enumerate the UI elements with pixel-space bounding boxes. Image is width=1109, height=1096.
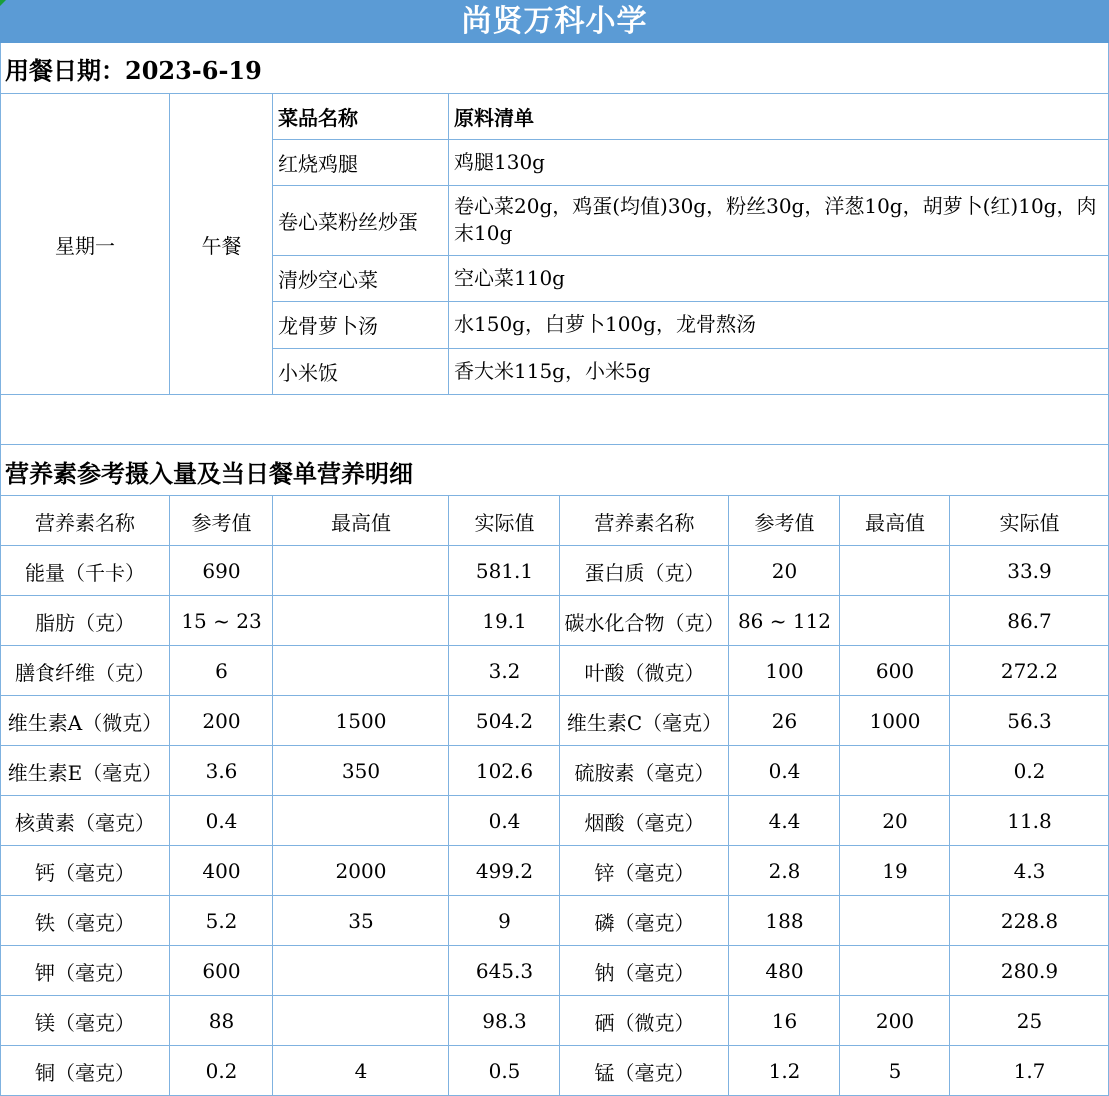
nutrient-value: 0.2: [1013, 759, 1046, 783]
grid-line: [0, 93, 1109, 94]
menu-header-ingredients: 原料清单: [454, 106, 534, 130]
nutrient-value: 4.4: [768, 809, 801, 833]
nutrient-name: 磷（毫克）: [594, 910, 695, 935]
nutrient-value: 0.4: [488, 809, 521, 833]
nutrient-name: 硫胺素（毫克）: [574, 760, 715, 785]
nutrient-value: 2.8: [768, 859, 801, 883]
nutrient-value: 86.7: [1007, 609, 1052, 633]
nutrient-value: 0.4: [205, 809, 238, 833]
grid-line: [272, 495, 273, 1095]
nutrition-header-cell: 参考值: [191, 510, 252, 535]
menu-dish-name: 清炒空心菜: [278, 267, 378, 292]
grid-line: [273, 348, 1109, 349]
grid-line: [169, 93, 170, 394]
nutrient-value: 1500: [335, 709, 387, 733]
nutrition-title: 营养素参考摄入量及当日餐单营养明细: [5, 458, 413, 488]
menu-ingredients: 水150g，白萝卜100g，龙骨熬汤: [454, 312, 756, 336]
nutrient-name: 维生素A（微克）: [7, 710, 163, 735]
nutrient-value: 690: [202, 559, 241, 583]
grid-line: [0, 1045, 1109, 1046]
meal-date: 用餐日期：2023-6-19: [5, 56, 262, 85]
nutrient-name: 锰（毫克）: [594, 1060, 695, 1085]
nutrient-value: 9: [498, 909, 511, 933]
nutrition-header-cell: 实际值: [999, 510, 1060, 535]
nutrient-value: 200: [875, 1009, 915, 1033]
school-title: 尚贤万科小学: [0, 0, 1109, 43]
grid-line: [0, 595, 1109, 596]
grid-line: [0, 795, 1109, 796]
menu-ingredients: 空心菜110g: [454, 265, 565, 290]
menu-header-dish: 菜品名称: [278, 106, 358, 130]
nutrient-value: [840, 946, 950, 996]
nutrient-value: [840, 896, 950, 946]
nutrient-value: 56.3: [1007, 709, 1052, 733]
nutrient-value: 280.9: [1000, 959, 1059, 983]
nutrient-value: 20: [882, 809, 908, 833]
nutrient-value: 2000: [335, 859, 387, 883]
nutrition-header-cell: 营养素名称: [35, 510, 135, 535]
nutrition-header-cell: 参考值: [754, 510, 815, 535]
menu-ingredients: 卷心菜20g，鸡蛋(均值)30g，粉丝30g，洋葱10g，胡萝卜(红)10g，肉末10g: [454, 194, 1097, 245]
grid-line: [0, 945, 1109, 946]
nutrient-value: 1000: [869, 709, 921, 733]
nutrient-name: 膳食纤维（克）: [15, 660, 155, 685]
nutrient-value: [840, 596, 950, 646]
nutrient-value: 15 ~ 23: [181, 609, 262, 633]
nutrient-value: 4: [354, 1059, 368, 1083]
grid-line: [272, 93, 273, 394]
menu-dish-name: 卷心菜粉丝炒蛋: [278, 209, 418, 234]
grid-line: [0, 995, 1109, 996]
meal-type-cell: 午餐: [201, 233, 242, 258]
nutrient-value: 600: [202, 959, 241, 983]
nutrient-value: 100: [765, 659, 804, 683]
nutrition-header-cell: 最高值: [865, 510, 925, 535]
grid-line: [0, 545, 1109, 546]
nutrient-value: 0.4: [768, 759, 801, 783]
grid-line: [169, 495, 170, 1095]
grid-line: [0, 645, 1109, 646]
nutrient-name: 脂肪（克）: [35, 610, 135, 635]
nutrient-value: 25: [1016, 1009, 1043, 1033]
nutrient-name: 钠（毫克）: [594, 960, 695, 985]
nutrient-name: 蛋白质（克）: [584, 560, 705, 585]
nutrient-value: 11.8: [1007, 809, 1052, 833]
nutrient-value: [273, 946, 449, 996]
nutrient-name: 铁（毫克）: [35, 910, 135, 935]
menu-ingredients: 鸡腿130g: [454, 149, 545, 174]
nutrient-value: 19.1: [482, 609, 527, 633]
nutrient-name: 核黄素（毫克）: [15, 810, 155, 835]
grid-line: [0, 845, 1109, 846]
menu-ingredients: 香大米115g，小米5g: [454, 358, 651, 383]
nutrient-name: 钙（毫克）: [35, 860, 135, 885]
nutrition-header-cell: 营养素名称: [594, 510, 695, 535]
nutrient-name: 钾（毫克）: [35, 960, 135, 985]
nutrient-value: 272.2: [1000, 659, 1059, 683]
grid-line: [839, 495, 840, 1095]
nutrient-value: 0.2: [205, 1059, 238, 1083]
menu-dish-name: 龙骨萝卜汤: [278, 314, 378, 338]
menu-dish-name: 小米饭: [278, 360, 338, 385]
nutrient-value: 6: [215, 659, 228, 683]
nutrient-name: 维生素E（毫克）: [7, 760, 163, 785]
nutrient-value: 1.2: [768, 1059, 801, 1083]
grid-line: [0, 745, 1109, 746]
nutrient-value: 88: [208, 1009, 235, 1033]
grid-line: [728, 495, 729, 1095]
menu-dish-name: 红烧鸡腿: [278, 151, 358, 176]
nutrient-value: 20: [771, 559, 798, 583]
grid-line: [273, 301, 1109, 302]
nutrient-name: 铜（毫克）: [35, 1060, 135, 1085]
nutrient-value: 200: [202, 709, 241, 733]
nutrient-value: 504.2: [475, 709, 534, 733]
nutrient-name: 锌（毫克）: [594, 860, 695, 885]
nutrient-value: [840, 546, 950, 596]
grid-line: [273, 255, 1109, 256]
nutrient-value: [273, 996, 449, 1046]
nutrient-value: [273, 546, 449, 596]
grid-line: [448, 93, 449, 394]
cell-corner-marker: [0, 0, 6, 6]
nutrient-name: 镁（毫克）: [35, 1010, 135, 1035]
nutrient-value: [840, 746, 950, 796]
grid-line: [0, 895, 1109, 896]
grid-line: [0, 43, 1, 1095]
nutrition-header-cell: 最高值: [331, 510, 391, 535]
nutrient-name: 烟酸（毫克）: [584, 810, 705, 835]
grid-line: [949, 495, 950, 1095]
grid-line: [559, 495, 560, 1095]
nutrient-value: 581.1: [475, 559, 534, 583]
nutrient-name: 硒（微克）: [594, 1010, 695, 1035]
nutrient-value: 350: [341, 759, 381, 783]
grid-line: [0, 394, 1109, 395]
nutrient-name: 维生素C（毫克）: [566, 710, 723, 735]
grid-line: [273, 139, 1109, 140]
nutrient-value: 86 ~ 112: [737, 609, 832, 633]
nutrient-value: [273, 646, 449, 696]
nutrient-value: 228.8: [1000, 909, 1059, 933]
nutrition-header-cell: 实际值: [474, 510, 535, 535]
nutrient-name: 碳水化合物（克）: [564, 610, 725, 635]
nutrient-value: 5.2: [205, 909, 238, 933]
nutrient-value: 33.9: [1007, 559, 1052, 583]
nutrient-name: 叶酸（微克）: [584, 660, 705, 685]
nutrient-value: 1.7: [1013, 1059, 1046, 1083]
nutrient-value: 645.3: [475, 959, 534, 983]
nutrient-value: 16: [771, 1009, 798, 1033]
nutrient-value: 499.2: [475, 859, 534, 883]
nutrient-value: 600: [875, 659, 915, 683]
nutrient-value: 5: [888, 1059, 902, 1083]
nutrient-name: 能量（千卡）: [25, 560, 145, 585]
nutrient-value: 102.6: [475, 759, 534, 783]
nutrient-value: 480: [765, 959, 804, 983]
nutrient-value: 400: [202, 859, 241, 883]
nutrient-value: 3.2: [488, 659, 521, 683]
nutrient-value: 19: [882, 859, 908, 883]
nutrient-value: 0.5: [488, 1059, 521, 1083]
nutrient-value: [273, 796, 449, 846]
nutrient-value: 188: [765, 909, 804, 933]
grid-line: [0, 695, 1109, 696]
grid-line: [0, 495, 1109, 496]
nutrient-value: 98.3: [482, 1009, 527, 1033]
weekday-cell: 星期一: [55, 233, 115, 258]
nutrient-value: 3.6: [205, 759, 238, 783]
grid-line: [0, 444, 1109, 445]
grid-line: [273, 185, 1109, 186]
nutrient-value: 4.3: [1013, 859, 1046, 883]
grid-line: [448, 495, 449, 1095]
nutrient-value: 26: [771, 709, 798, 733]
nutrient-value: 35: [348, 909, 374, 933]
nutrient-value: [273, 596, 449, 646]
